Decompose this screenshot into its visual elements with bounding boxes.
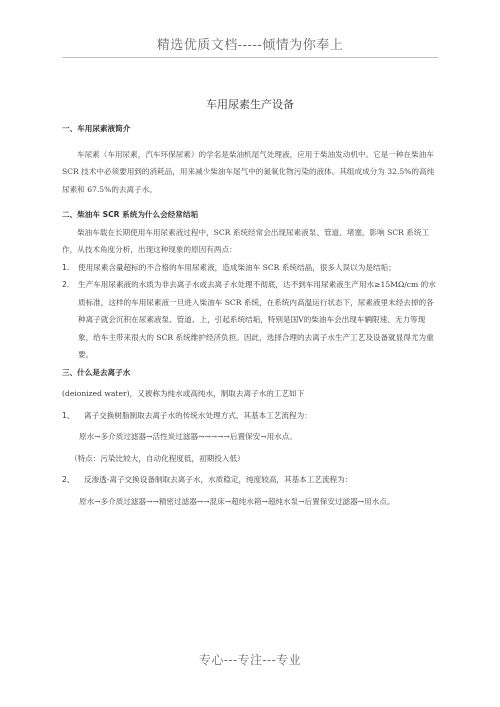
- method-note: （特点：污染比较大，自动化程度低，初期投入低）: [70, 453, 245, 463]
- list-item-text: 生产车用尿素液的水质为非去离子水或去离子水处理不彻底，达不到车用尿素液生产用水≥15MΩ/cm 的水质标准，这样的车用尿素液一旦进入柴油车 SCR 系统，在系统内高温运行状态下，尿素液里未经去掉的各种离子就会沉积在尿素液泵、管道、上，引起系统结垢，特别是国Ⅴ的柴油车会出现车辆限速、无力等现象，给车主带来很大的 SCR 系统维护经济负担。因此，选择合理的去离子水生产工艺及设备就显得尤为重要。: [78, 280, 436, 359]
- paragraph-intro: 车尿素（车用尿素，汽车环保尿素）的学名是柴油机尾气处理液，应用于柴油发动机中。它是一种在柴油车 SCR 技术中必须要用到的消耗品，用来减少柴油车尾气中的氮氧化物污染的液体。其组成成分为 32.5%的高纯尿素和 67.5%的去离子水。: [62, 149, 435, 194]
- method-text: 离子交换树脂制取去离子水的传统水处理方式，其基本工艺流程为：: [84, 410, 312, 420]
- page-footer: 专心---专注---专业: [198, 653, 302, 667]
- header-divider: [62, 57, 438, 58]
- method-item: [62, 471, 438, 489]
- section-heading-scr-scaling: 二、柴油车 SCR 系统为什么会经常结垢: [62, 210, 199, 219]
- document-body: [62, 120, 438, 510]
- list-item: [62, 276, 438, 364]
- paragraph-deionized-water: (deionized water)，又被称为纯水或高纯水，制取去离子水的工艺如下: [62, 389, 305, 398]
- list-number: 2.: [62, 280, 70, 289]
- paragraph-scr-scaling: 柴油车载在长期使用车用尿素液过程中，SCR 系统经常会出现尿素液泵、管道、堵塞，影响 SCR 系统工作，从技术角度分析，出现这种现象的原因有两点：: [62, 227, 430, 254]
- page-header: 精选优质文档-----倾情为你奉上: [156, 38, 344, 53]
- list-item-text: 使用尿素含量超标的不合格的车用尿素液，造成柴油车 SCR 系统结晶，很多人误以为是结垢；: [78, 262, 396, 272]
- section-heading-deionized-water: 三、什么是去离子水: [62, 367, 131, 377]
- section-heading-intro: 一、车用尿素液简介: [62, 124, 131, 133]
- list-item: [62, 259, 438, 277]
- process-flow: 原水→多介质过滤器→→精密过滤器→→混床→超纯水箱→超纯水泵→后置保安过滤器→用水点。: [79, 496, 395, 506]
- method-number: 1、: [62, 410, 75, 420]
- process-flow: 原水→多介质过滤器→活性炭过滤器→→→→→后置保安→用水点。: [79, 432, 297, 441]
- list-number: 1.: [62, 262, 70, 272]
- method-number: 2、: [62, 475, 75, 484]
- document-title: 车用尿素生产设备: [206, 98, 294, 111]
- method-item: [62, 407, 438, 425]
- method-text: 反渗透-离子交换设备制取去离子水，水质稳定，纯度较高，其基本工艺流程为：: [84, 475, 353, 484]
